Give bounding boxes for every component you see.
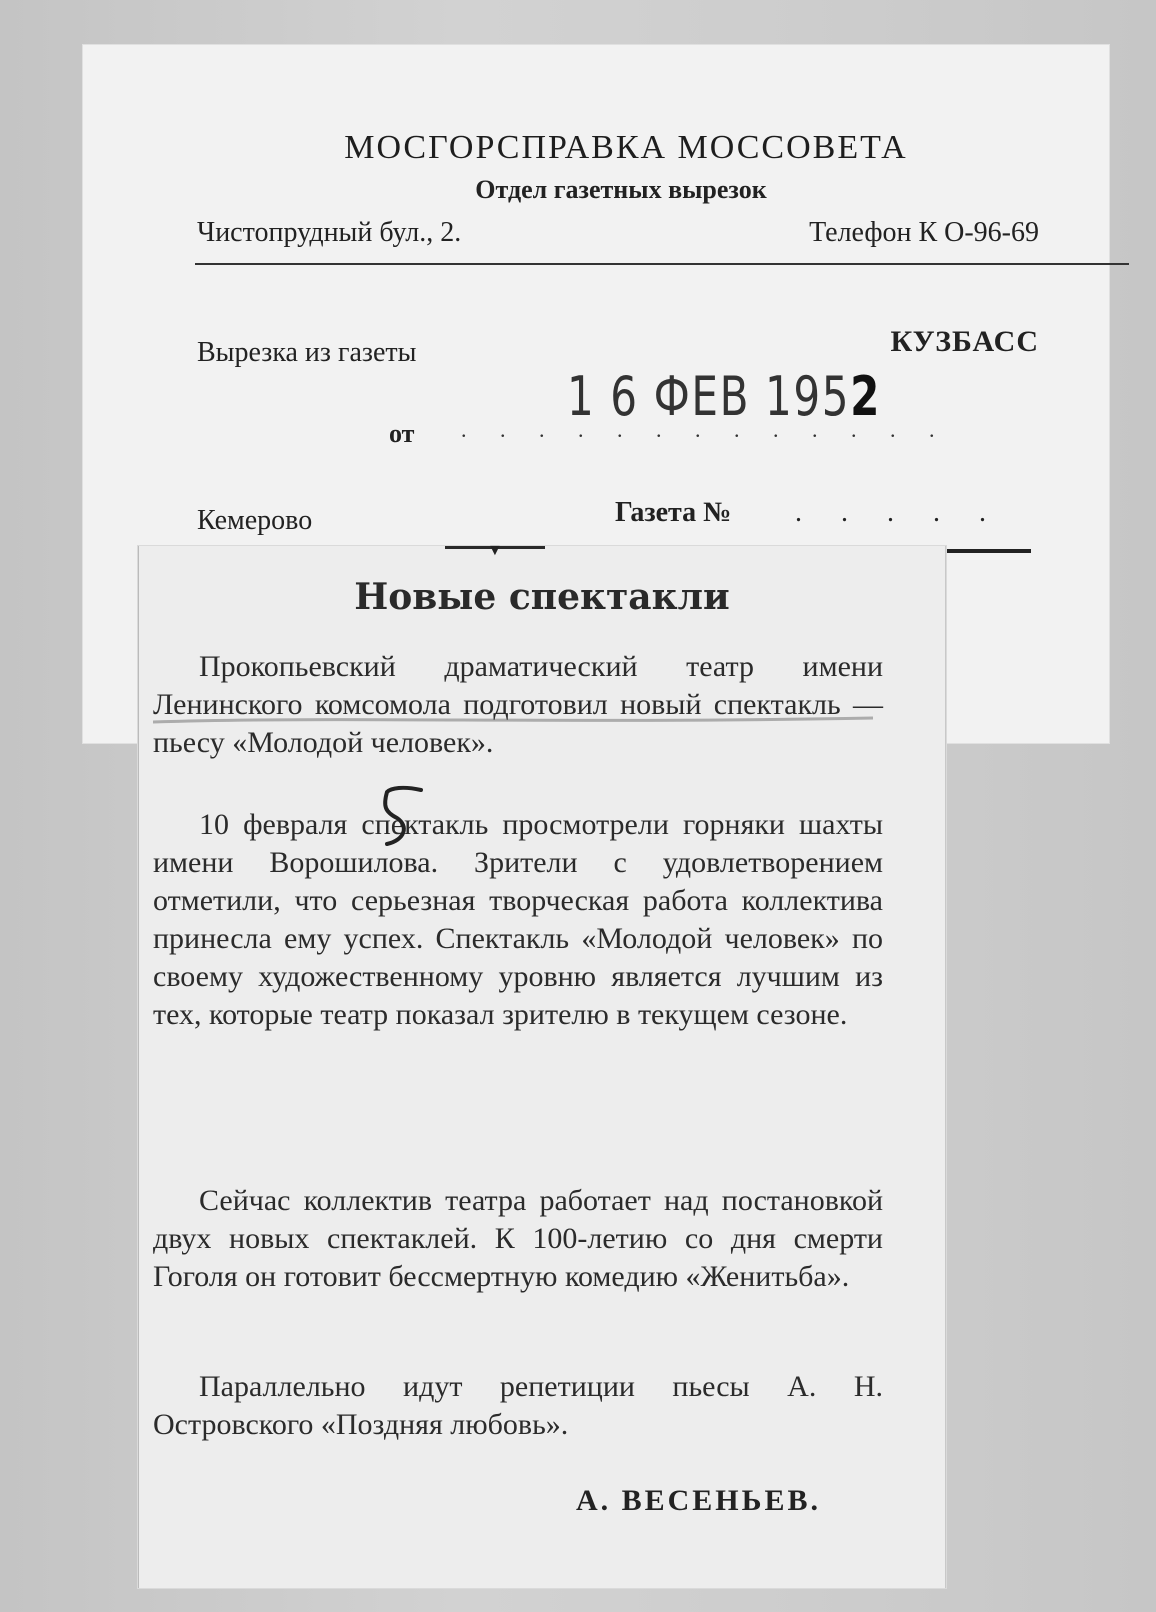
article-headline: Новые спектакли — [354, 576, 730, 618]
article-paragraph-4: Параллельно идут репетиции пьесы А. Н. Островского «Поздняя любовь». — [153, 1370, 883, 1441]
article-paragraph-3: Сейчас коллектив театра работает над постановкой двух новых спектаклей. К 100-летию со дня смерти Гоголя он готовит бессмертную комедию «Женитьба». — [153, 1184, 883, 1293]
date-stamp-last-digit: 2 — [850, 365, 881, 428]
from-dotted-line: . . . . . . . . . . . . . — [461, 417, 949, 442]
phone-number: Телефон К О-96-69 — [809, 217, 1039, 248]
city-name: Кемерово — [197, 505, 313, 536]
clipping-rule-mark: ▼ — [487, 542, 503, 559]
clipping-label: Вырезка из газеты — [197, 337, 417, 368]
gazeta-dotted-line: . . . . . — [795, 497, 1002, 528]
newspaper-clipping — [138, 542, 946, 1588]
department-name: Отдел газетных вырезок — [475, 175, 767, 204]
article-paragraph-2: 10 февраля спектакль просмотрели горняки шахты имени Ворошилова. Зрители с удовлетворением отметили, что серьезная творческая работа коллектива принесла ему успех. Спектакль «Молодой человек» по своему художественному уровню является лучшим из тех, которые театр показал зрителю в текущем сезоне. — [153, 808, 883, 1031]
card-title: МОСГОРСПРАВКА МОССОВЕТА — [344, 129, 908, 166]
header-divider — [195, 263, 1129, 265]
newspaper-name: КУЗБАСС — [890, 325, 1039, 358]
address: Чистопрудный бул., 2. — [197, 217, 462, 248]
date-stamp-main: 1 6 ФЕВ 195 — [567, 365, 851, 428]
handwritten-mark-icon — [369, 782, 429, 852]
gazeta-number-label: Газета № — [615, 497, 732, 528]
article-paragraph-1: Прокопьевский драматический театр имени Ленинского комсомола подготовил новый спектакль — пьесу «Молодой человек». — [153, 650, 883, 759]
from-label: от — [389, 419, 415, 448]
author-signature: А. ВЕСЕНЬЕВ. — [575, 1484, 821, 1517]
